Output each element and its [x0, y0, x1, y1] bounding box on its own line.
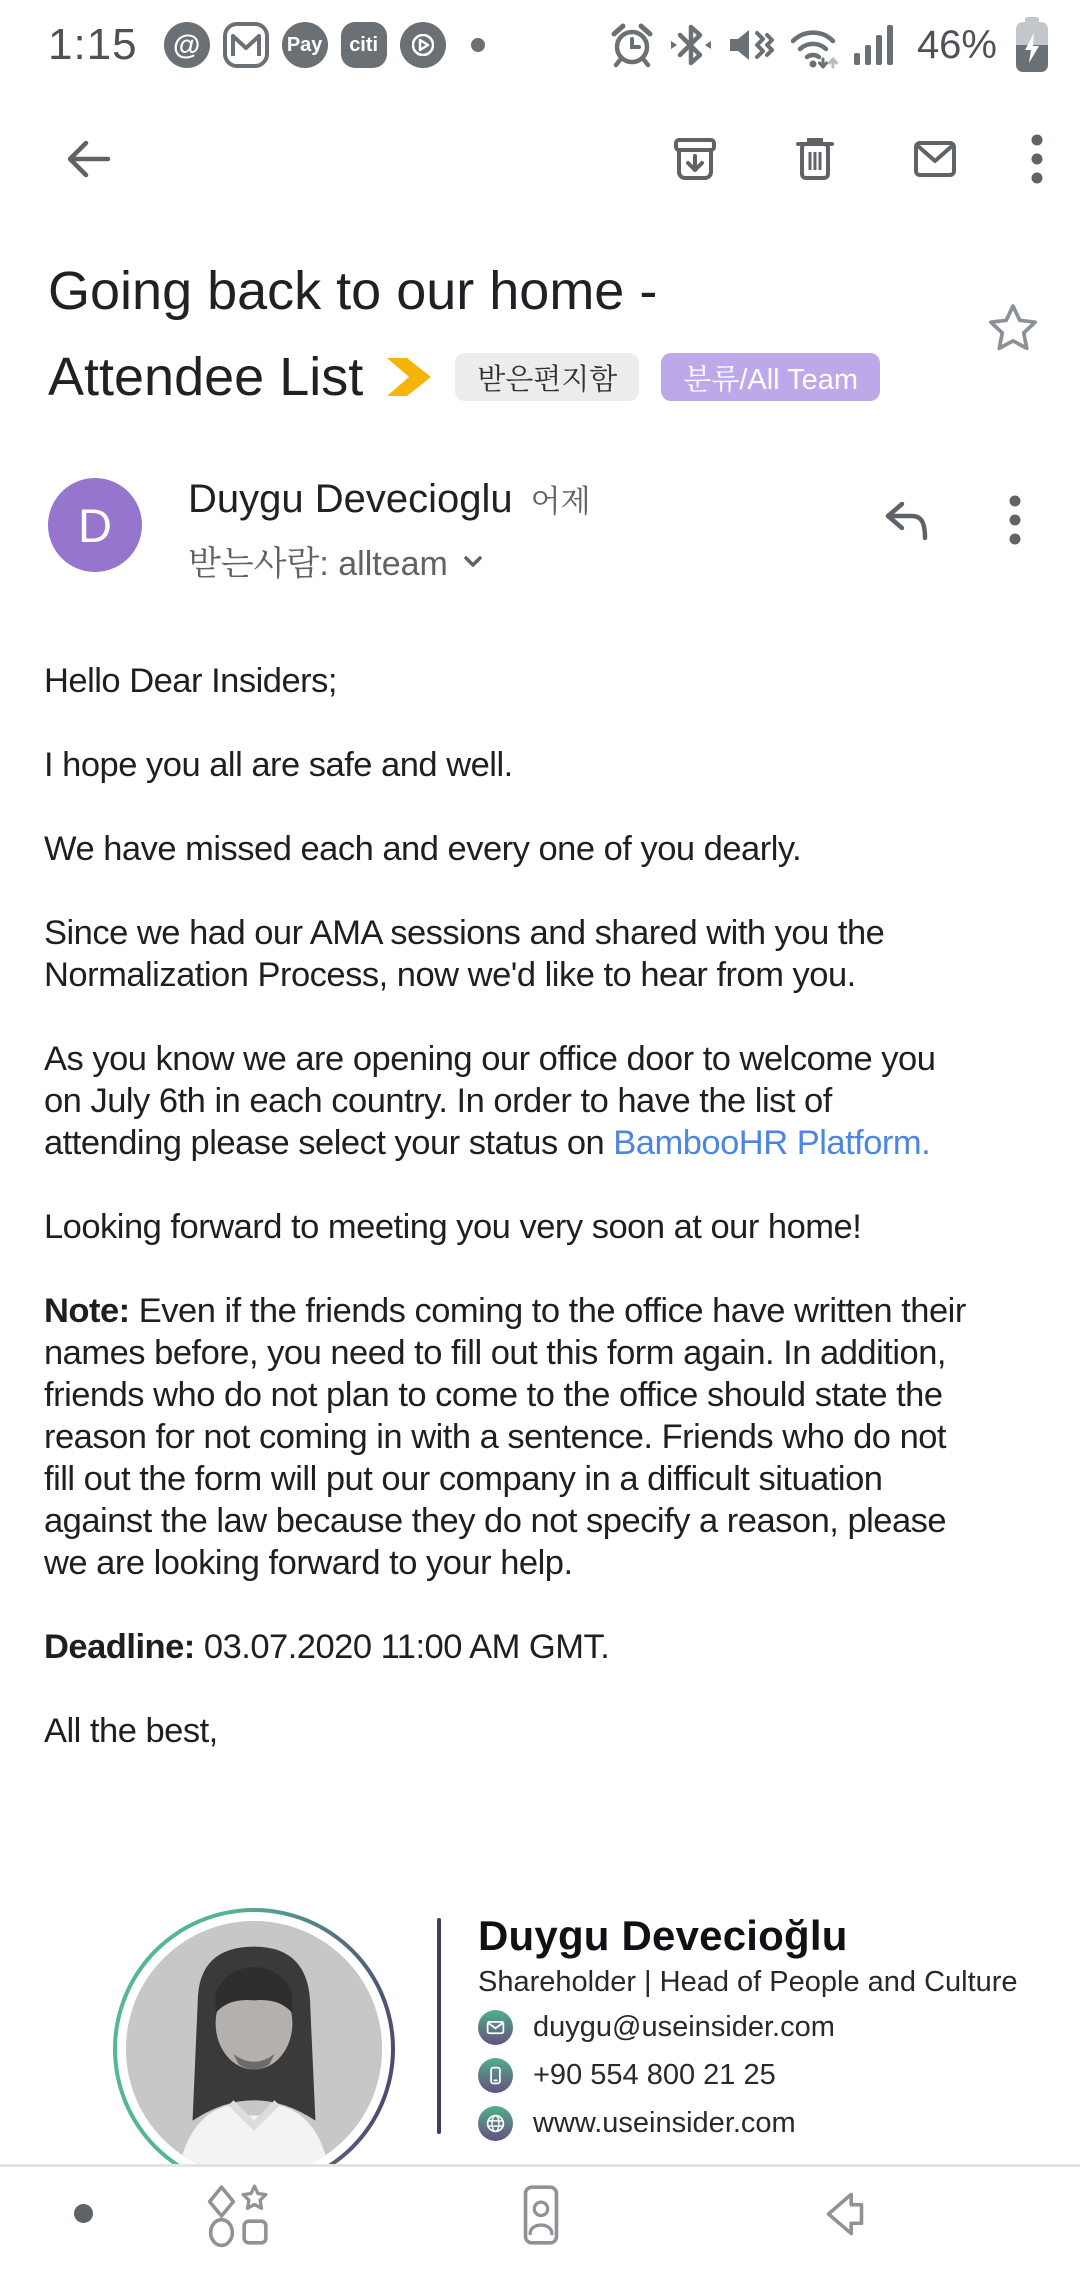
signature-phone: +90 554 800 21 25	[533, 2058, 776, 2091]
body-text: friends who do not plan to come to the office should state the	[44, 1376, 943, 1414]
phone-icon	[478, 2058, 513, 2093]
vibrate-icon	[726, 21, 774, 69]
label-chip-inbox[interactable]: 받은편지함	[455, 353, 639, 401]
bluetooth-icon	[669, 21, 713, 69]
message-more-button[interactable]	[1008, 492, 1022, 548]
body-text: Hello Dear Insiders;	[44, 662, 337, 700]
body-line	[44, 1542, 1050, 1584]
recipient-expander[interactable]	[188, 536, 591, 585]
body-bold-text: Deadline:	[44, 1628, 195, 1666]
signal-icon	[852, 21, 896, 69]
chevron-down-icon	[458, 546, 488, 576]
signature-job-title: Shareholder | Head of People and Culture	[478, 1966, 1018, 1998]
signature-website-row[interactable]	[478, 2104, 835, 2142]
globe-icon	[478, 2106, 513, 2141]
subject-title-line2: Attendee List	[48, 347, 364, 407]
signature-divider	[437, 1918, 441, 2134]
battery-percent-text: 46%	[916, 22, 997, 67]
nav-recents-button[interactable]	[205, 2182, 271, 2248]
sender-avatar[interactable]: D	[48, 478, 142, 572]
email-paragraph	[44, 828, 1050, 870]
body-text: Normalization Process, now we'd like to hear from you.	[44, 956, 856, 994]
body-line	[44, 1500, 1050, 1542]
body-text: 03.07.2020 11:00 AM GMT.	[194, 1628, 610, 1666]
subject-title-line1: Going back to our home -	[48, 261, 658, 321]
body-line	[44, 744, 1050, 786]
nav-home-button[interactable]	[508, 2182, 574, 2248]
body-text: reason for not coming in with a sentence. Friends who do not	[44, 1418, 947, 1456]
signature-photo	[126, 1921, 382, 2177]
body-line	[44, 1458, 1050, 1500]
wifi-icon	[787, 21, 839, 69]
body-text: attending please select your status on	[44, 1124, 614, 1162]
signature-email-row[interactable]	[478, 2008, 835, 2046]
body-bold-text: Note:	[44, 1292, 130, 1330]
back-button[interactable]	[62, 135, 114, 183]
signature-name: Duygu Devecioğlu	[478, 1912, 848, 1959]
body-text: Even if the friends coming to the office have written their	[129, 1292, 966, 1330]
body-text: We have missed each and every one of you dearly.	[44, 830, 802, 868]
importance-arrow-icon	[385, 356, 433, 398]
message-date: 어제	[530, 484, 591, 519]
nav-hide-dot-button[interactable]	[74, 2204, 93, 2223]
body-text: we are looking forward to your help.	[44, 1544, 573, 1582]
clock-text: 1:15	[48, 20, 138, 69]
body-line	[44, 912, 1050, 954]
email-body	[44, 660, 1050, 1794]
system-status-icons	[608, 17, 1050, 73]
signature-phone-row[interactable]	[478, 2056, 835, 2094]
body-text: on July 6th in each country. In order to have the list of	[44, 1082, 832, 1120]
delete-button[interactable]	[790, 134, 840, 184]
body-line	[44, 1122, 1050, 1164]
bamboohr-link[interactable]: BambooHR Platform.	[613, 1124, 931, 1162]
email-paragraph	[44, 744, 1050, 786]
notification-icons	[164, 22, 485, 68]
at-chat-icon: @	[164, 22, 210, 68]
body-text: All the best,	[44, 1712, 218, 1750]
play-icon	[400, 22, 446, 68]
body-text: As you know we are opening our office door to welcome you	[44, 1040, 936, 1078]
email-paragraph	[44, 1038, 1050, 1164]
body-line	[44, 1290, 1050, 1332]
sender-row	[48, 476, 1050, 583]
body-line	[44, 1374, 1050, 1416]
email-paragraph	[44, 1290, 1050, 1584]
battery-charging-icon	[1014, 17, 1050, 73]
body-text: I hope you all are safe and well.	[44, 746, 513, 784]
body-line	[44, 954, 1050, 996]
email-paragraph	[44, 660, 1050, 702]
body-text: Since we had our AMA sessions and shared with you the	[44, 914, 885, 952]
recipient-text: 받는사람: allteam	[188, 545, 448, 583]
body-text: fill out the form will put our company in a difficult situation	[44, 1460, 883, 1498]
body-text: Looking forward to meeting you very soon at our home!	[44, 1208, 862, 1246]
body-line	[44, 1206, 1050, 1248]
subject-block	[48, 248, 960, 420]
gmail-icon	[223, 22, 269, 68]
signature-contacts	[478, 2008, 835, 2142]
body-line	[44, 660, 1050, 702]
mark-unread-button[interactable]	[910, 134, 960, 184]
more-notifications-dot	[471, 38, 485, 52]
body-text: against the law because they do not specify a reason, please	[44, 1502, 947, 1540]
label-chip-all-team[interactable]: 분류/All Team	[661, 353, 880, 401]
email-paragraph	[44, 912, 1050, 996]
body-line	[44, 1038, 1050, 1080]
alarm-icon	[608, 21, 656, 69]
reply-button[interactable]	[878, 494, 934, 550]
pay-icon: Pay	[282, 22, 328, 68]
body-line	[44, 1332, 1050, 1374]
status-bar	[0, 0, 1080, 90]
more-options-button[interactable]	[1030, 133, 1044, 185]
citi-icon: citi	[341, 22, 387, 68]
signature-email: duygu@useinsider.com	[533, 2010, 835, 2043]
archive-button[interactable]	[670, 134, 720, 184]
email-icon	[478, 2010, 513, 2045]
body-line	[44, 1416, 1050, 1458]
body-line	[44, 1080, 1050, 1122]
email-paragraph	[44, 1626, 1050, 1668]
body-line	[44, 1710, 1050, 1752]
body-text: names before, you need to fill out this form again. In addition,	[44, 1334, 946, 1372]
body-line	[44, 828, 1050, 870]
signature-photo-ring	[113, 1908, 395, 2190]
sender-name: Duygu Devecioglu	[188, 477, 513, 521]
signature-website: www.useinsider.com	[533, 2106, 796, 2139]
nav-back-button[interactable]	[812, 2182, 878, 2248]
email-paragraph	[44, 1710, 1050, 1752]
email-paragraph	[44, 1206, 1050, 1248]
body-line	[44, 1626, 1050, 1668]
app-bar	[0, 118, 1080, 200]
star-button[interactable]	[985, 300, 1041, 356]
